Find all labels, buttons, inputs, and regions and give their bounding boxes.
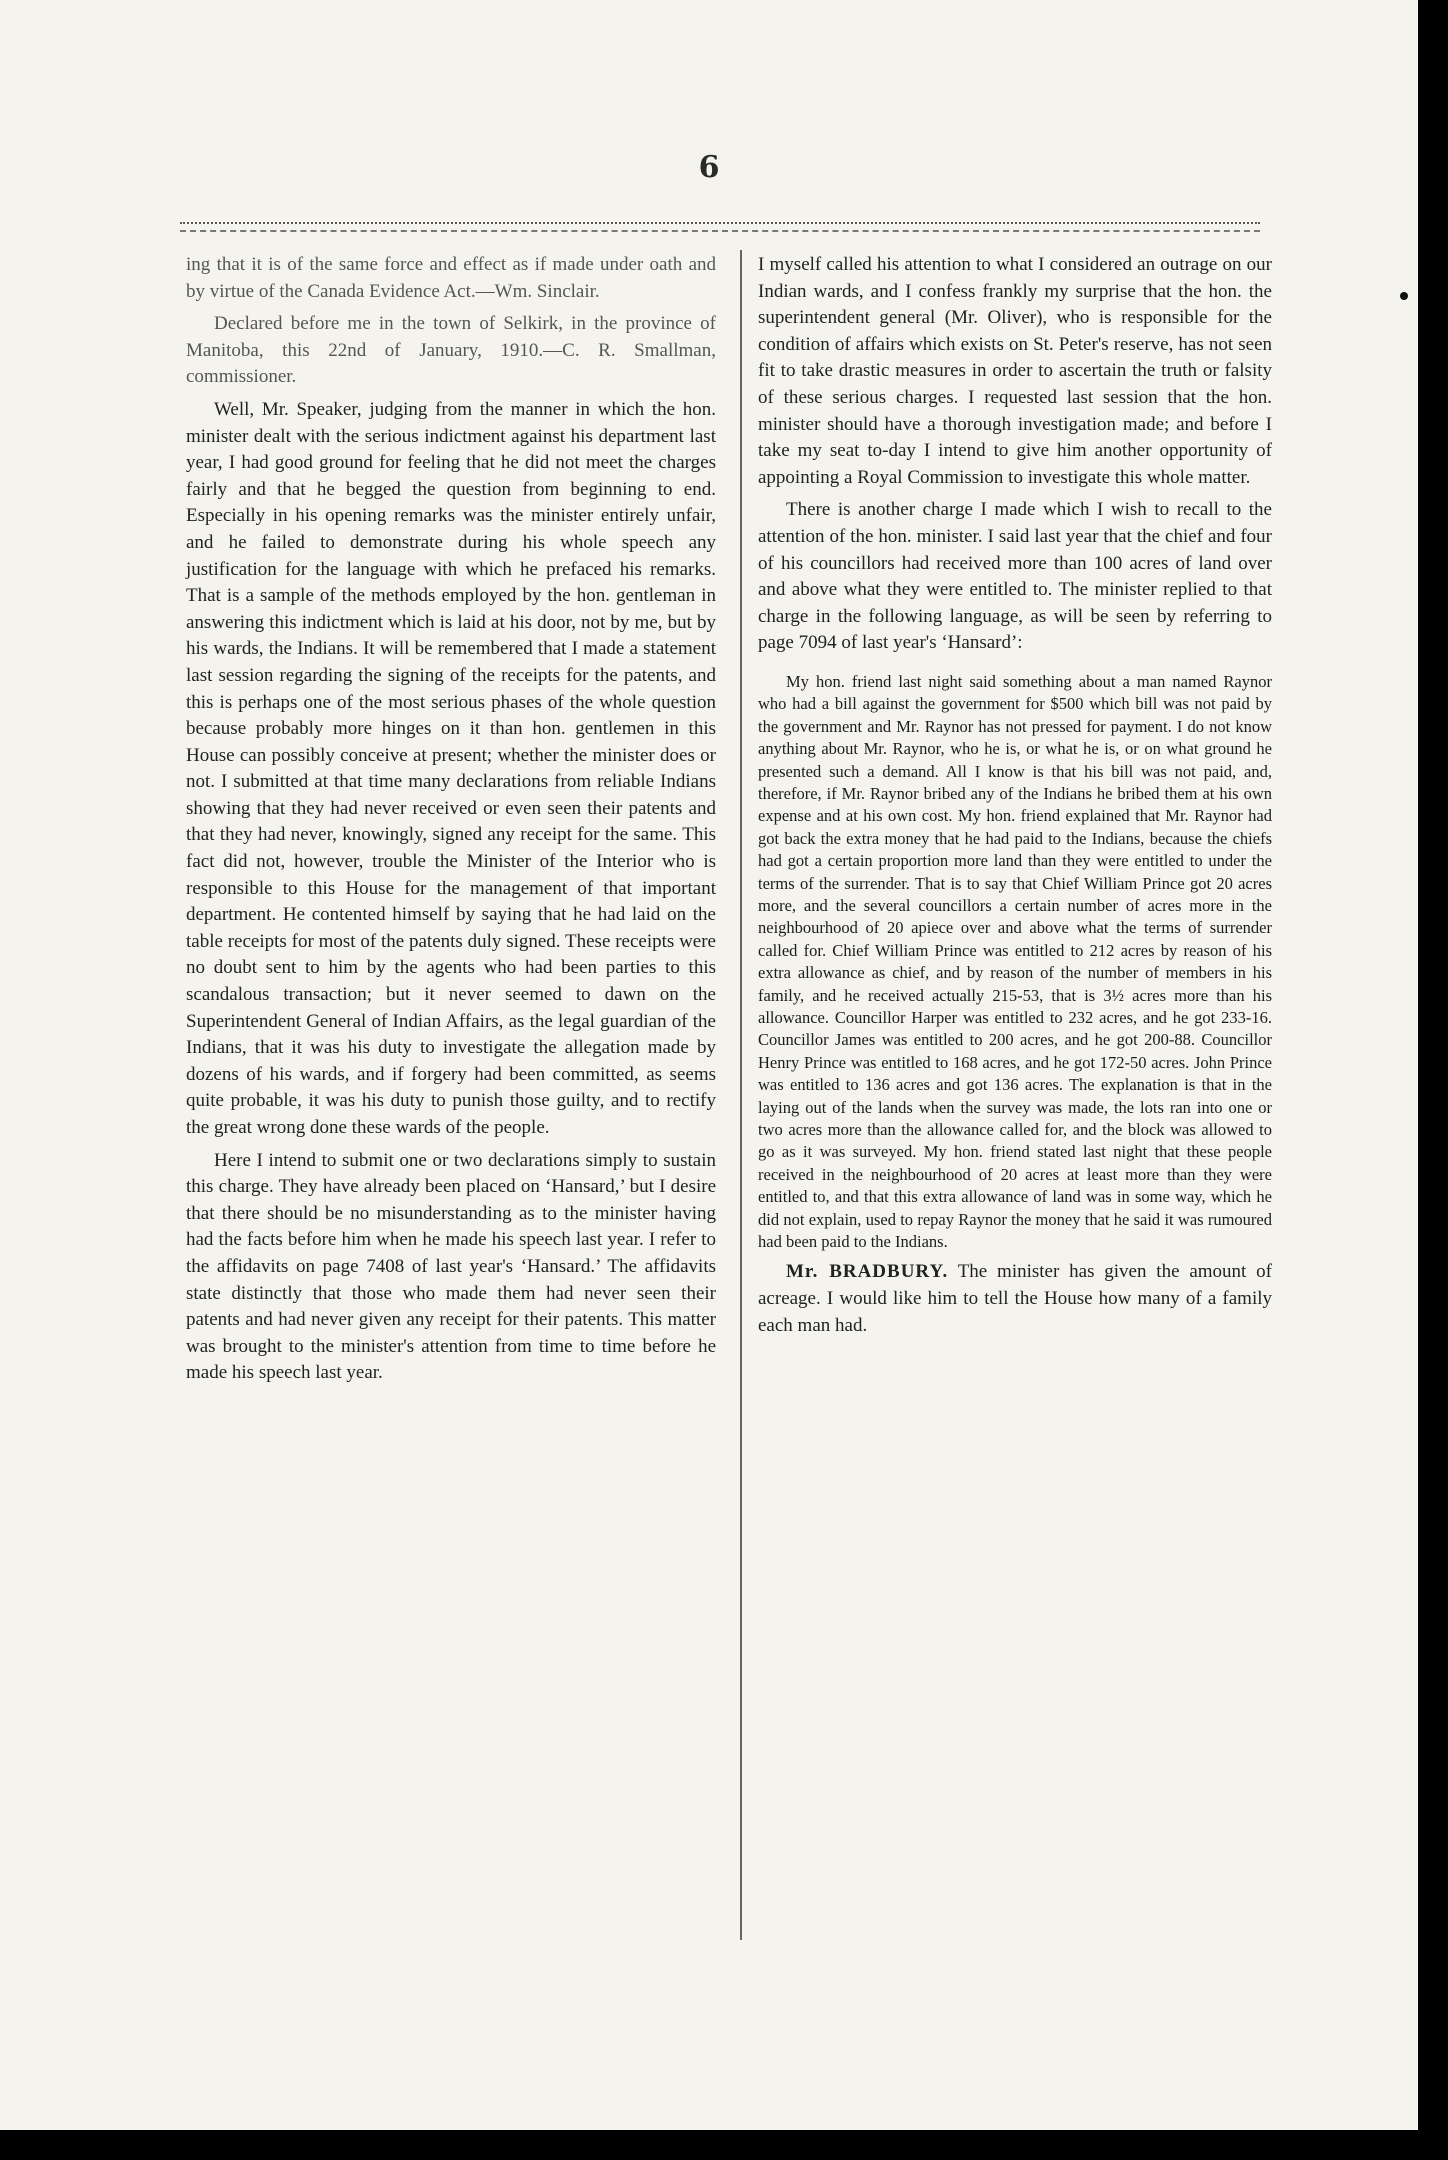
left-paragraph-3: Well, Mr. Speaker, judging from the manner in which the hon. minister dealt with the serious indictment against his department last year, I had good ground for feeling that he did not meet the charges fairly and that he begged the question from beginning to end. Especially in his opening remarks was the minister entirely unfair, and he failed to demonstrate during his whole speech any justification for the language with which he prefaced his remarks. That is a sample of the methods employed by the hon. gentleman in answering this indictment which is laid at his door, not by me, but by his wards, the Indians. It will be remembered that I made a statement last session regarding the signing of the receipts for the patents, and this is perhaps one of the most serious phases of the whole question because probably more hinges on it than hon. gentlemen in this House can possibly conceive at present; whether the minister does or not. I submitted at that time many declarations from reliable Indians showing that they had never received or even seen their patents and that they had never, knowingly, signed any receipt for the same. This fact did not, however, trouble the Minister of the Interior who is responsible to this House for the management of that important department. He contented himself by saying that he had laid on the table receipts for most of the patents duly signed. These receipts were no doubt sent to him by the agents who had been parties to this scandalous transaction; but it never seemed to dawn on the Superintendent General of Indian Affairs, as the legal guardian of the Indians, that it was his duty to investigate the allegation made by dozens of his wards, and if forgery had been committed, as seems quite probable, it was his duty to punish those guilty, and to rectify the great wrong done these wards of the people. (186, 398, 716, 1138)
left-paragraph-1: ing that it is of the same force and effect as if made under oath and by virtue of the Canada Evidence Act.—Wm. Sinclair. (186, 254, 716, 302)
header-rule-secondary (180, 230, 1260, 232)
left-paragraph-2: Declared before me in the town of Selkirk, in the province of Manitoba, this 22nd of January, 1910.—C. R. Smallman, commissioner. (186, 313, 716, 388)
left-column (186, 252, 716, 1393)
page-number: 6 (698, 150, 720, 185)
right-column (758, 252, 1272, 1345)
speaker-text: The minister has given the amount of acreage. I would like him to tell the House how many of a family each man had. (758, 1261, 1272, 1336)
left-paragraph-4: Here I intend to submit one or two declarations simply to sustain this charge. They have already been placed on ‘Hansard,’ but I desire that there should be no misunderstanding as to the minister having had the facts before him when he made his speech last year. I refer to the affidavits on page 7408 of last year's ‘Hansard.’ The affidavits state distinctly that those who made them had never seen their patents and had never given any receipt for their patents. This matter was brought to the minister's attention from time to time before he made his speech last year. (186, 1149, 716, 1384)
right-paragraph-2: There is another charge I made which I wish to recall to the attention of the hon. minister. I said last year that the chief and four of his councillors had received more than 100 acres of land over and above what they were entitled to. The minister replied to that charge in the following language, as will be seen by referring to page 7094 of last year's ‘Hansard’: (758, 499, 1272, 654)
right-paragraph-1: I myself called his attention to what I considered an outrage on our Indian wards, and I confess frankly my surprise that the hon. the superintendent general (Mr. Oliver), who is responsible for the condition of affairs which exists on St. Peter's reserve, has not seen fit to take drastic measures in order to ascertain the truth or falsity of these serious charges. I requested last session that the hon. minister should have a thorough investigation made; and before I take my seat to-day I intend to give him another opportunity of appointing a Royal Commission to investigate this whole matter. (758, 254, 1272, 488)
scan-border-bottom (0, 2130, 1448, 2160)
column-divider (740, 250, 742, 1940)
speaker-name: Mr. BRADBURY. (786, 1261, 949, 1283)
margin-mark (1400, 292, 1408, 300)
hansard-quotation: My hon. friend last night said something about a man named Raynor who had a bill against the government for $500 which bill was not paid by the government and Mr. Raynor has not pressed for payment. I do not know anything about Mr. Raynor, who he is, or what he is, or on what ground he presented such a demand. All I know is that his bill was not paid, and, therefore, if Mr. Raynor bribed any of the Indians he bribed them at his own expense and at his own cost. My hon. friend explained that Mr. Raynor had got back the extra money that he had paid to the Indians, because the chiefs had got a certain proportion more land than they were entitled to under the terms of the surrender. That is to say that Chief William Prince got 20 acres more, and the several councillors a certain number of acres more in the neighbourhood of 20 apiece over and above what the terms of surrender called for. Chief William Prince was entitled to 212 acres by reason of his extra allowance as chief, and by reason of the number of members in his family, and he received actually 215-53, that is 3½ acres more than his allowance. Councillor Harper was entitled to 232 acres, and he got 233-16. Councillor James was entitled to 200 acres, and he got 200-88. Councillor Henry Prince was entitled to 168 acres, and he got 172-50 acres. John Prince was entitled to 136 acres and got 136 acres. The explanation is that in the laying out of the lands when the survey was made, the lots ran into one or two acres more than the allowance called for, and the block was allowed to go as it was surveyed. My hon. friend stated last night that these people received in the neighbourhood of 20 acres at least more than they were entitled to, and that this extra allowance of land was in some way, which he did not explain, used to repay Raynor the money that he said it was rumoured had been paid to the Indians. (758, 671, 1272, 1252)
scan-border-right (1418, 0, 1448, 2160)
right-paragraph-3 (758, 1259, 1272, 1339)
header-rule (180, 222, 1260, 224)
